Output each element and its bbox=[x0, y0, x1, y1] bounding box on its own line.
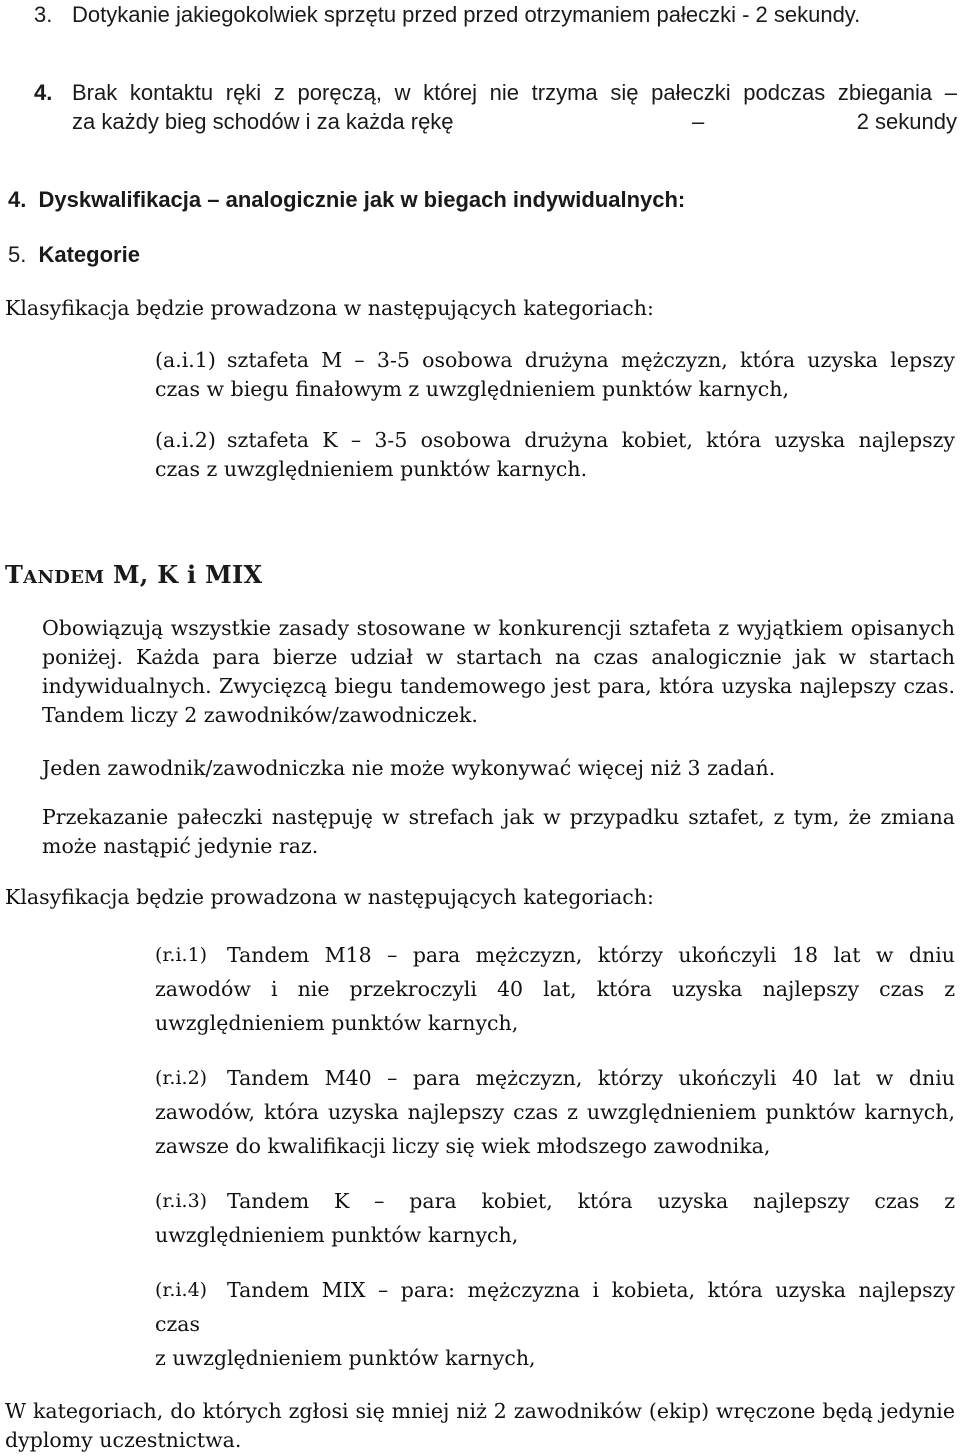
list-item-4 bbox=[0, 78, 960, 136]
category-label: (r.i.4) bbox=[155, 1279, 208, 1301]
list-number: 3. bbox=[34, 2, 53, 27]
category-text-first: Tandem M18 – para mężczyzn, którzy ukończyli 18 lat w dniu bbox=[227, 943, 955, 967]
penalty-value: 2 sekundy bbox=[856, 109, 957, 134]
category-text-rest: czas w biegu finałowym z uwzględnieniem punktów karnych, bbox=[155, 377, 789, 401]
list-item-text-line2: za każdy bieg schodów i za każda rękę bbox=[72, 109, 454, 134]
list-item-text-line1: Brak kontaktu ręki z poręczą, w której nie trzyma się pałeczki podczas zbiegania – bbox=[72, 80, 957, 105]
category-text-rest: zawodów i nie przekroczyli 40 lat, która uzyska najlepszy czas z uwzględnieniem punktów karnych, bbox=[155, 977, 955, 1035]
section-number: 4. bbox=[8, 187, 27, 212]
category-item bbox=[155, 1061, 955, 1163]
category-text-rest: czas bbox=[155, 1312, 201, 1336]
list-number: 4. bbox=[34, 80, 53, 105]
closing-paragraph: W kategoriach, do których zgłosi się mniej niż 2 zawodników (ekip) wręczone będą jedynie dyplomy uczestnictwa. bbox=[5, 1399, 955, 1452]
tandem-heading bbox=[5, 560, 262, 589]
category-text-rest: czas z uwzględnieniem punktów karnych. bbox=[155, 457, 588, 481]
category-text-first: sztafeta M – 3-5 osobowa drużyna mężczyzn, która uzyska lepszy bbox=[227, 348, 955, 372]
section-number: 5. bbox=[8, 242, 27, 267]
category-text-first: sztafeta K – 3-5 osobowa drużyna kobiet, która uzyska najlepszy bbox=[227, 428, 955, 452]
heading-rest: M, K i MIX bbox=[104, 560, 263, 589]
section-title: Dyskwalifikacja – analogicznie jak w biegach indywidualnych: bbox=[38, 187, 686, 212]
tandem-paragraph-1: Obowiązują wszystkie zasady stosowane w konkurencji sztafeta z wyjątkiem opisanych poniżej. Każda para bierze udział w startach na czas analogicznie jak w startach indywidualnych. Zwycięzcą biegu tandemowego jest para, która uzyska najlepszy czas. Tandem liczy 2 zawodników/zawodniczek. bbox=[42, 616, 955, 727]
category-item bbox=[155, 346, 955, 404]
section-4-heading bbox=[8, 185, 685, 214]
category-label: (r.i.3) bbox=[155, 1190, 208, 1212]
category-label: (a.i.2) bbox=[155, 428, 216, 452]
category-label: (r.i.2) bbox=[155, 1067, 208, 1089]
tandem-paragraph-2: Jeden zawodnik/zawodniczka nie może wykonywać więcej niż 3 zadań. bbox=[42, 756, 776, 780]
category-text-rest: z uwzględnieniem punktów karnych, bbox=[155, 1346, 536, 1370]
category-item bbox=[155, 938, 955, 1040]
category-text-rest: uwzględnieniem punktów karnych, bbox=[155, 1223, 519, 1247]
classification-intro: Klasyfikacja będzie prowadzona w następujących kategoriach: bbox=[5, 885, 654, 909]
category-label: (a.i.1) bbox=[155, 348, 216, 372]
heading-smallcaps: ANDEM bbox=[23, 567, 105, 588]
category-label: (r.i.1) bbox=[155, 944, 208, 966]
section-title: Kategorie bbox=[38, 242, 140, 267]
classification-intro: Klasyfikacja będzie prowadzona w następujących kategoriach: bbox=[5, 296, 654, 320]
category-text-first: Tandem K – para kobiet, która uzyska najlepszy czas z bbox=[227, 1189, 955, 1213]
list-item-3 bbox=[0, 0, 960, 29]
category-text-first: Tandem MIX – para: mężczyzna i kobieta, która uzyska najlepszy bbox=[227, 1278, 955, 1302]
category-item bbox=[155, 426, 955, 484]
heading-initial: T bbox=[5, 560, 24, 589]
tandem-paragraph-3: Przekazanie pałeczki następuję w strefach jak w przypadku sztafet, z tym, że zmiana może nastąpić jedynie raz. bbox=[42, 805, 955, 858]
category-text-first: Tandem M40 – para mężczyzn, którzy ukończyli 40 lat w dniu bbox=[227, 1066, 955, 1090]
section-5-heading bbox=[8, 240, 140, 269]
list-item-text: Dotykanie jakiegokolwiek sprzętu przed przed otrzymaniem pałeczki - 2 sekundy. bbox=[72, 2, 861, 27]
category-item bbox=[155, 1184, 955, 1252]
category-text-rest: zawodów, która uzyska najlepszy czas z uwzględnieniem punktów karnych, zawsze do kwalifikacji liczy się wiek młodszego zawodnika, bbox=[155, 1100, 955, 1158]
category-item bbox=[155, 1273, 955, 1375]
dash: – bbox=[692, 109, 705, 134]
